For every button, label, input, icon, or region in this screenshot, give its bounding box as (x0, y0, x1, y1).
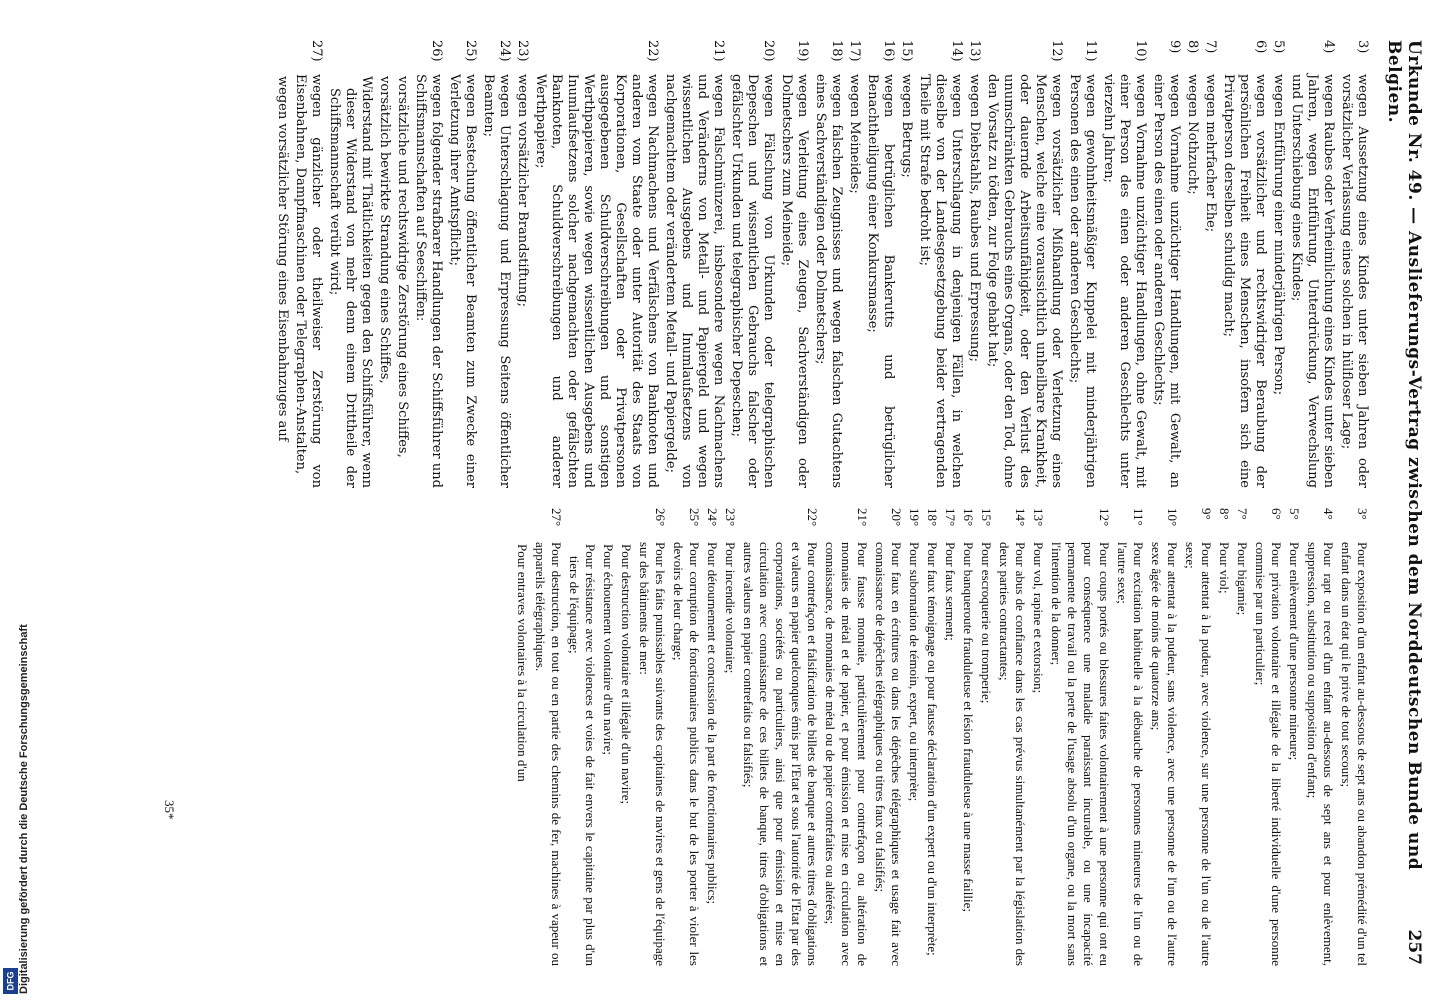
item-text: wegen gewohnheitsmäßiger Kuppelei mit minderjährigen Personen des einen oder anderen Geschlechts; (1067, 74, 1098, 488)
dfg-logo (3, 968, 18, 994)
digitization-note-text: Digitalisierung gefördert durch die Deutsche Forschungsgemeinschaft (18, 624, 30, 994)
list-item (1338, 508, 1370, 966)
list-item (984, 40, 1064, 488)
item-text: Pour abus de confiance dans les cas prévus simultanément par la législation des deux parties contractantes; (997, 542, 1028, 966)
french-column (512, 508, 1370, 966)
list-item (906, 508, 922, 966)
list-item (1066, 40, 1098, 488)
item-text: wegen Vornahme unzüchtiger Handlungen, mit Gewalt, an einer Person des einen oder anderen Geschlechts; (1151, 74, 1182, 488)
list-item (1338, 40, 1370, 488)
item-number: 3° (1355, 508, 1370, 520)
item-text: Pour privation volontaire et illégale de la liberté individuelle d'une personne commise par un particulier; (1253, 542, 1284, 966)
list-item (1100, 40, 1148, 488)
list-item (740, 508, 820, 966)
list-item (872, 508, 904, 966)
item-number: 9) (1167, 40, 1182, 54)
item-number: 4° (1321, 508, 1336, 520)
digitization-note (2, 606, 30, 996)
item-number: 16° (961, 508, 976, 527)
german-column (272, 40, 1370, 488)
list-item (376, 40, 392, 488)
list-item (1182, 508, 1214, 966)
item-text: Pour détournement et concussion de la part de fonctionnaires publics; (705, 542, 720, 905)
item-number: 24) (497, 40, 512, 62)
item-text: wegen falschen Zeugnisses und wegen falschen Gutachtens eines Sachverständigen oder Dolmetschers; (813, 74, 844, 488)
item-text: Pour escroquerie ou tromperie; (979, 542, 994, 704)
item-text: wegen Verleitung eines Zeugen, Sachverständigen oder Dolmetschers zum Meineide; (779, 74, 810, 488)
item-text: wegen Betrugs; (899, 74, 914, 178)
list-item (600, 508, 616, 966)
list-item (864, 40, 896, 488)
item-text: Pour vol, rapine et extorsion; (1031, 542, 1046, 694)
item-text: vorsätzlich bewirkte Strandung eines Schiffes, (377, 76, 392, 384)
list-item (1202, 40, 1218, 488)
item-text: wegen vorsätzlicher Brandstiftung; (515, 74, 530, 307)
item-number: 8° (1217, 508, 1232, 520)
list-item (1150, 40, 1182, 488)
page-header (1372, 40, 1424, 965)
item-text: wegen gänzlicher oder theilweiser Zerstörung von Eisenbahnen, Dampfmaschinen oder Telegraphen-Anstalten, (293, 74, 324, 488)
item-text: wegen Entführung einer minderjährigen Person; (1271, 74, 1286, 396)
item-text: Pour exposition d'un enfant au-dessous de sept ans ou abandon prémédité d'un tel enfant dans un état qui le prive de tout secours; (1339, 542, 1370, 966)
item-text: wegen Raubes oder Verheimlichung eines Kindes unter sieben Jahren, wegen Entführung, Unterdrückung, Verwechslung und Unterschiebung eines Kindes; (1289, 74, 1336, 488)
item-number: 22° (805, 508, 820, 527)
item-number: 6° (1269, 508, 1284, 520)
list-item (514, 40, 530, 488)
item-number: 25° (687, 508, 702, 527)
item-text: Pour excitation habituelle à la débauche de personnes mineures de l'un ou de l'autre sexe; (1115, 542, 1146, 966)
list-item (1114, 508, 1146, 966)
list-item (636, 508, 668, 966)
list-item (1148, 508, 1180, 966)
item-number: 18° (925, 508, 940, 527)
item-text: wegen vorsätzlicher Störung eines Eisenbahnzuges auf (275, 76, 290, 442)
item-number: 14° (1013, 508, 1028, 527)
list-item (846, 40, 862, 488)
list-item (618, 508, 634, 966)
item-number: 21) (711, 40, 726, 62)
item-number: 21° (855, 508, 870, 527)
list-item (778, 40, 810, 488)
item-text: Pour destruction, en tout ou en partie des chemins de fer, machines à vapeur ou appareils télégraphiques. (533, 542, 564, 966)
list-item (394, 40, 410, 488)
item-text: wegen betrüglichen Bankerutts und betrüglicher Benachtheiligung einer Konkursmasse; (865, 74, 896, 488)
item-number: 19° (907, 508, 922, 527)
item-text: Pour faux témoignage ou pour fausse déclaration d'un expert ou d'un interprète; (925, 542, 940, 956)
item-number: 11) (1083, 40, 1098, 62)
item-number: 24° (705, 508, 720, 527)
list-item (292, 40, 324, 488)
item-number: 12° (1097, 508, 1112, 527)
item-number: 20) (761, 40, 776, 62)
item-text: wegen mehrfacher Ehe; (1203, 74, 1218, 233)
item-text: wegen Vornahme unzüchtiger Handlungen, ohne Gewalt, mit einer Person des einen oder anderen Geschlechts unter vierzehn Jahren; (1101, 74, 1148, 488)
list-item (960, 508, 976, 966)
list-item (728, 40, 776, 488)
item-number: 11° (1131, 508, 1146, 526)
item-text: wegen Nothzucht; (1185, 74, 1200, 195)
item-text: Pour résistance avec violences et voies de fait envers le capitaine par plus d'un tiers de l'équipage; (567, 544, 598, 966)
list-item (966, 40, 982, 488)
item-number: 9° (1199, 508, 1214, 520)
item-text: wegen vorsätzlicher Mißhandlung oder Verletzung eines Menschen, welche eine voraussichtlich unheilbare Krankheit, oder dauernde Arbeitsunfähigkeit, oder den Verlust des unumschränkten Gebrauchs eines Organs, oder den Tod, ohne den Vorsatz zu tödten, zur Folge gehabt hat; (985, 74, 1064, 488)
list-item (1270, 40, 1286, 488)
item-text: Pour banqueroute frauduleuse et lésion frauduleuse à une masse faillie; (961, 542, 976, 913)
list-item (532, 508, 564, 966)
item-number: 4) (1321, 40, 1336, 54)
item-text: Pour attentat à la pudeur, sans violence, avec une personne de l'un ou de l'autre sexe âgée de moins de quatorze ans; (1149, 542, 1180, 966)
item-number: 18) (829, 40, 844, 62)
list-item (1252, 508, 1284, 966)
item-text: Pour incendie volontaire; (723, 542, 738, 674)
list-item (1048, 508, 1112, 966)
list-item (1220, 40, 1268, 488)
item-number: 5° (1287, 508, 1302, 520)
item-text: wegen folgender strafbarer Handlungen der Schiffsführer und Schiffsmannschaften auf Seeschiffen: (413, 74, 444, 488)
list-item (978, 508, 994, 966)
item-number: 14) (949, 40, 964, 62)
list-item (1288, 40, 1336, 488)
item-text: Pour entraves volontaires à la circulation d'un (515, 544, 530, 782)
item-text: wegen Fälschung von Urkunden oder telegraphischen Depeschen und wissentlichen Gebrauchs falscher oder gefälschter Urkunden und telegraphischer Depeschen; (729, 74, 776, 488)
item-number: 15° (979, 508, 994, 527)
item-text: Pour enlèvement d'une personne mineure; (1287, 542, 1302, 761)
list-item (1184, 40, 1200, 488)
list-item (898, 40, 914, 488)
list-item (480, 40, 512, 488)
item-text: Pour faux serment; (943, 542, 958, 641)
item-number: 22) (645, 40, 660, 62)
item-text: Pour corruption de fonctionnaires publics dans le but de les porter à violer les devoirs de leur charge; (671, 542, 702, 966)
item-number: 23) (515, 40, 530, 62)
list-item (274, 40, 290, 488)
item-text: Pour subornation de témoin, expert, ou interprète; (907, 542, 922, 802)
list-item (532, 40, 660, 488)
item-number: 15) (899, 40, 914, 62)
list-item (812, 40, 844, 488)
item-number: 3) (1355, 40, 1370, 54)
list-item (704, 508, 720, 966)
item-text: vorsätzliche und rechtswidrige Zerstörung eines Schiffes, (395, 76, 410, 458)
list-item (996, 508, 1028, 966)
item-number: 8) (1185, 40, 1200, 54)
item-number: 17) (847, 40, 862, 62)
item-text: Pour attentat à la pudeur, avec violence, sur une personne de l'un ou de l'autre sexe; (1183, 542, 1214, 966)
list-item (446, 40, 478, 488)
item-number: 16) (881, 40, 896, 62)
item-text: wegen Nachmachens und Verfälschens von Banknoten und anderen vom Staate oder unter Autorität des Staats von Korporationen, Gesellschaften oder Privatpersonen ausgegebenen Schuldverschreibungen und sonstigen Werthpapieren, sowie wegen wissentlichen Ausgebens und Inumlaufsetzens solcher nachgemachten oder gefälschten Banknoten, Schuldverschreibungen und anderer Werthpapiere; (533, 74, 660, 488)
item-text: Pour les faits punissables suivants des capitaines de navires et gens de l'équipage sur des bâtiments de mer: (637, 542, 668, 966)
item-number: 10) (1133, 40, 1148, 62)
item-number: 6) (1253, 40, 1268, 54)
item-number: 13° (1031, 508, 1046, 527)
item-text: Pour viol; (1217, 542, 1232, 594)
list-item (924, 508, 940, 966)
signature-mark: 35* (162, 800, 177, 820)
list-item (942, 508, 958, 966)
item-text: wegen Aussetzung eines Kindes unter sieben Jahren oder vorsätzlicher Verlassung eines solchen in hülfloser Lage; (1339, 74, 1370, 488)
item-number: 26° (653, 508, 668, 527)
list-item (566, 508, 598, 966)
item-number: 25) (463, 40, 478, 62)
item-text: Pour faux en écritures ou dans les dépêches télégraphiques et usage fait avec connaissance de dépêches télégraphiques ou titres faux ou falsifiés; (873, 542, 904, 966)
dfg-logo-text: DFG (5, 971, 16, 991)
item-number: 7) (1203, 40, 1218, 54)
item-text: Pour échouement volontaire d'un navire; (601, 544, 616, 756)
item-number: 5) (1271, 40, 1286, 54)
item-text: Pour destruction volontaire et illégale d'un navire; (619, 544, 634, 805)
item-number: 17° (943, 508, 958, 527)
list-item (1216, 508, 1232, 966)
list-item (670, 508, 702, 966)
list-item (412, 40, 444, 488)
item-number: 23° (723, 508, 738, 527)
item-text: wegen Falschmünzerei, insbesondere wegen Nachmachens und Veränderns von Metall- und Papiergeld und wegen wissentlichen Ausgebens und Inumlaufsetzens von nachgemachtem oder verändertem Metall- und Papiergelde; (663, 74, 726, 488)
list-item (1030, 508, 1046, 966)
list-item (1304, 508, 1336, 966)
item-number: 10° (1165, 508, 1180, 527)
list-item (326, 40, 374, 488)
item-text: wegen Meineides; (847, 74, 862, 194)
item-number: 12) (1049, 40, 1064, 62)
item-text: Pour rapt ou recel d'un enfant au-dessous de sept ans et pour enlèvement, suppression, substitution ou supposition d'enfant; (1305, 542, 1336, 966)
item-number: 7° (1235, 508, 1250, 520)
list-item (822, 508, 870, 966)
item-text: wegen vorsätzlicher und rechtswidriger Beraubung der persönlichen Freiheit eines Menschen, insofern sich eine Privatperson derselben schuldig macht; (1221, 74, 1268, 488)
list-item (916, 40, 964, 488)
item-number: 27° (549, 508, 564, 527)
item-number: 13) (967, 40, 982, 62)
item-text: wegen Unterschlagung und Erpressung Seitens öffentlicher Beamten; (481, 74, 512, 488)
item-text: Pour contrefaçon et falsification de billets de banque et autres titres d'obligations et valeurs en papier quelconques émis par l'Etat et sous l'autorité de l'Etat par des corporations, sociétés ou particuliers, ainsi que pour émission et mise en circulation avec connaissance de ces billets de banque, titres d'obligations et autres valeurs en papier contrefaits ou falsifiés; (741, 542, 820, 966)
list-item (514, 508, 530, 966)
item-number: 27) (309, 40, 324, 62)
item-text: Widerstand mit Thätlichkeiten gegen den Schiffsführer, wenn dieser Widerstand von mehr denn einem Drittheile der Schiffsmannschaft verübt wird; (327, 76, 374, 488)
item-number: 20° (889, 508, 904, 527)
list-item (1286, 508, 1302, 966)
running-title: Urkunde Nr. 49. — Auslieferungs-Vertrag zwischen dem Norddeutschen Bunde und Belgien. (1384, 40, 1424, 871)
item-text: Pour coups portés ou blessures faites volontairement à une personne qui ont eu pour conséquence une maladie paraissant incurable, ou une incapacité permanente de travail ou la perte de l'usage absolu d'un organe, ou la mort sans l'intention de la donner; (1049, 542, 1112, 966)
item-text: Pour bigamie; (1235, 542, 1250, 616)
list-item (1234, 508, 1250, 966)
list-item (722, 508, 738, 966)
item-text: wegen Diebstahls, Raubes und Erpressung; (967, 74, 982, 362)
item-number: 19) (795, 40, 810, 62)
item-text: Pour fausse monnaie, particulièrement pour contrefaçon ou altération de monnaies de métal et de papier, et pour émission et mise en circulation avec connaissance, de monnaies de métal ou de papier contrefaites ou altérées; (823, 542, 870, 966)
item-text: wegen Unterschlagung in denjenigen Fällen, in welchen dieselbe von der Landesgesetzgebung beider vertragenden Theile mit Strafe bedroht ist; (917, 74, 964, 488)
list-item (662, 40, 726, 488)
page-number: 257 (1404, 929, 1424, 965)
item-number: 26) (429, 40, 444, 62)
item-text: wegen Bestechung öffentlicher Beamten zum Zwecke einer Verletzung ihrer Amtspflicht; (447, 74, 478, 488)
